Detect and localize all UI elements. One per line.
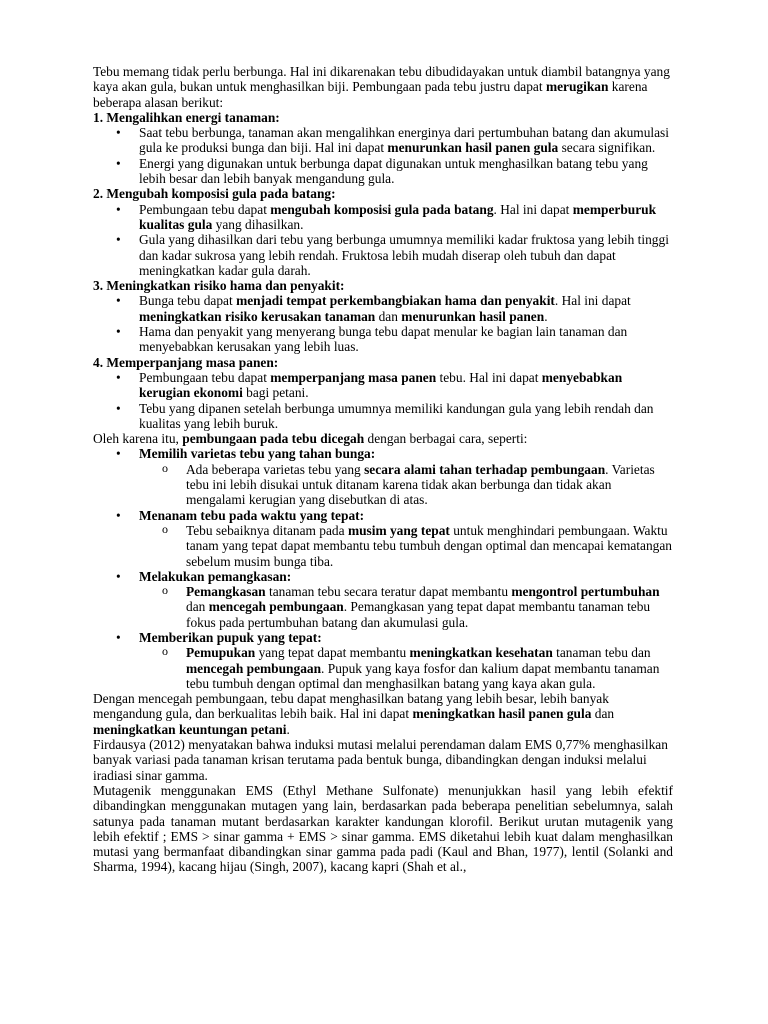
sub-list-item: o Ada beberapa varietas tebu yang secara alami tahan terhadap pembungaan. Varietas tebu ini lebih disukai untuk ditanam karena tidak akan berbunga dan tidak akan mengalami kerugian yang disebutkan di atas. — [93, 462, 673, 508]
sub-list-item: o Pemangkasan tanaman tebu secara teratur dapat membantu mengontrol pertumbuhan dan mencegah pembungaan. Pemangkasan yang tepat dapat membantu tanaman tebu fokus pada pertumbuhan batang dan akumulasi gula. — [93, 584, 673, 630]
list-item: • Hama dan penyakit yang menyerang bunga tebu dapat menular ke bagian lain tanaman dan menyebabkan kerusakan yang lebih luas. — [93, 324, 673, 355]
bullet-list-harvest — [93, 370, 673, 431]
firdausya-paragraph: Firdausya (2012) menyatakan bahwa induksi mutasi melalui perendaman dalam EMS 0,77% menghasilkan banyak variasi pada tanaman krisan terutama pada bentuk bunga, dibandingkan dengan induksi melalui iradiasi sinar gamma. — [93, 737, 668, 783]
bullet-list-composition — [93, 202, 673, 278]
section-heading-composition: 2. Mengubah komposisi gula pada batang: — [93, 186, 336, 202]
list-item: • Saat tebu berbunga, tanaman akan mengalihkan energinya dari pertumbuhan batang dan akumulasi gula ke produksi bunga dan biji. Hal ini dapat menurunkan hasil panen gula secara signifikan. — [93, 125, 673, 156]
bullet-list-pests — [93, 293, 673, 354]
list-item: • Tebu yang dipanen setelah berbunga umumnya memiliki kandungan gula yang lebih rendah dan kualitas yang lebih buruk. — [93, 401, 673, 432]
document-body — [93, 64, 673, 875]
sub-list-item: o Tebu sebaiknya ditanam pada musim yang tepat untuk menghindari pembungaan. Waktu tanam yang tepat dapat membantu tebu tumbuh dengan optimal dan mencapai kematangan sebelum musim bunga tiba. — [93, 523, 673, 569]
prevention-method-list — [93, 446, 673, 691]
method-heading-varieties: • Memilih varietas tebu yang tahan bunga: — [93, 446, 673, 461]
method-heading-timing: • Menanam tebu pada waktu yang tepat: — [93, 508, 673, 523]
list-item: • Bunga tebu dapat menjadi tempat perkembangbiakan hama dan penyakit. Hal ini dapat meningkatkan risiko kerusakan tanaman dan menurunkan hasil panen. — [93, 293, 673, 324]
list-item: • Gula yang dihasilkan dari tebu yang berbunga umumnya memiliki kadar fruktosa yang lebih tinggi dan kadar sukrosa yang lebih rendah. Fruktosa lebih mudah diserap oleh tubuh dan dapat meningkatkan kadar gula darah. — [93, 232, 673, 278]
list-item: • Energi yang digunakan untuk berbunga dapat digunakan untuk menghasilkan batang tebu yang lebih besar dan lebih banyak mengandung gula. — [93, 156, 673, 187]
intro-paragraph: Tebu memang tidak perlu berbunga. Hal ini dikarenakan tebu dibudidayakan untuk diambil batangnya yang kaya akan gula, bukan untuk menghasilkan biji. Pembungaan pada tebu justru dapat merugikan karena beberapa alasan berikut: — [93, 64, 670, 110]
bullet-list-energy — [93, 125, 673, 186]
list-item: • Pembungaan tebu dapat memperpanjang masa panen tebu. Hal ini dapat menyebabkan kerugian ekonomi bagi petani. — [93, 370, 673, 401]
prevention-intro: Oleh karena itu, pembungaan pada tebu dicegah dengan berbagai cara, seperti: — [93, 431, 528, 447]
section-heading-energy: 1. Mengalihkan energi tanaman: — [93, 109, 280, 125]
conclusion-paragraph: Dengan mencegah pembungaan, tebu dapat menghasilkan batang yang lebih besar, lebih banyak mengandung gula, dan berkualitas lebih baik. Hal ini dapat meningkatkan hasil panen gula dan meningkatkan keuntungan petani. — [93, 691, 615, 737]
method-heading-pruning: • Melakukan pemangkasan: — [93, 569, 673, 584]
method-heading-fertilizer: • Memberikan pupuk yang tepat: — [93, 630, 673, 645]
list-item: • Pembungaan tebu dapat mengubah komposisi gula pada batang. Hal ini dapat memperburuk kualitas gula yang dihasilkan. — [93, 202, 673, 233]
section-heading-pests: 3. Meningkatkan risiko hama dan penyakit: — [93, 278, 345, 294]
section-heading-harvest: 4. Memperpanjang masa panen: — [93, 354, 279, 370]
sub-list-item: o Pemupukan yang tepat dapat membantu meningkatkan kesehatan tanaman tebu dan mencegah pembungaan. Pupuk yang kaya fosfor dan kalium dapat membantu tanaman tebu tumbuh dengan optimal dan menghasilkan batang yang kaya akan gula. — [93, 645, 673, 691]
mutagenic-paragraph: Mutagenik menggunakan EMS (Ethyl Methane Sulfonate) menunjukkan hasil yang lebih efektif dibandingkan menggunakan mutagen yang lain, berdasarkan pada beberapa penelitian sebelumnya, salah satunya pada tanaman mutant berdasarkan karakter kandungan klorofil. Berikut urutan mutagenik yang lebih efektif ; EMS > sinar gamma + EMS > sinar gamma. EMS diketahui lebih kuat dalam menghasilkan mutasi yang bermanfaat dibandingkan sinar gamma pada padi (Kaul and Bhan, 1977), lentil (Solanki and Sharma, 1994), kacang hijau (Singh, 2007), kacang kapri (Shah et al., — [93, 782, 673, 875]
